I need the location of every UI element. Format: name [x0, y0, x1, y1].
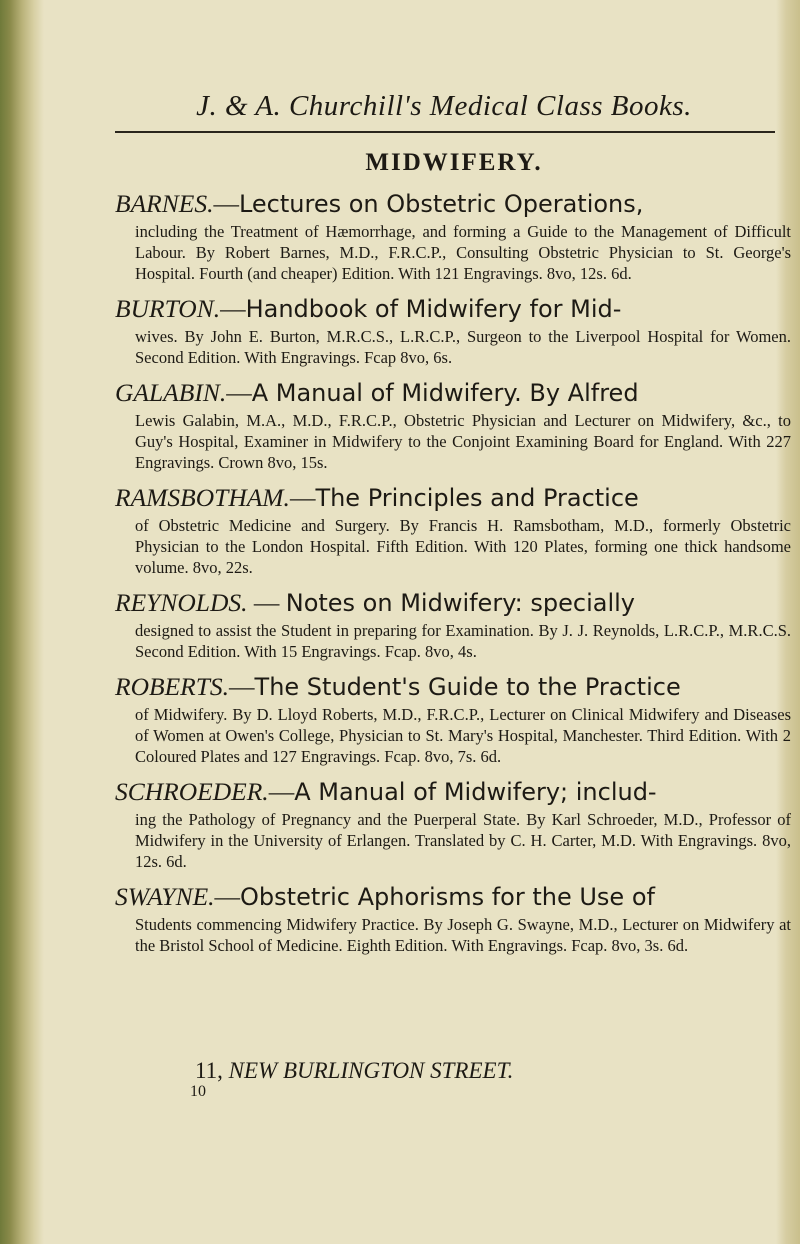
entry-heading: [115, 670, 793, 704]
entry-author: GALABIN.: [115, 378, 227, 407]
section-title: MIDWIFERY.: [365, 149, 543, 176]
header-rule: [115, 131, 775, 133]
page-binding-edge: [0, 0, 44, 1244]
entry-heading: [115, 187, 793, 221]
entry-heading: [115, 376, 793, 410]
entry-dash: —: [220, 294, 246, 323]
entry-dash: —: [247, 588, 286, 617]
page-number: 10: [190, 1083, 206, 1100]
entry-title: Obstetric Aphorisms for the Use of: [240, 883, 655, 911]
entry-dash: —: [226, 378, 252, 407]
entry-dash: —: [289, 483, 316, 512]
entry-title: Handbook of Midwifery for Mid-: [245, 295, 622, 323]
entry-title: Lectures on Obstetric Operations,: [238, 190, 644, 218]
entry-description: wives. By John E. Burton, M.R.C.S., L.R.C.P., Surgeon to the Liverpool Hospital for Women. Second Edition. With Engravings. Fcap 8vo, 6s.: [135, 327, 791, 367]
book-entry: [115, 586, 793, 662]
catalog-page: [115, 90, 793, 964]
book-entry: [115, 376, 793, 473]
book-entry: [115, 187, 793, 284]
publisher-address: [195, 1058, 513, 1084]
entry-author: RAMSBOTHAM.: [115, 483, 290, 512]
entry-heading: [115, 292, 793, 326]
book-entry: [115, 775, 793, 872]
book-entry: [115, 880, 793, 956]
entry-heading: [115, 586, 793, 620]
entry-description: of Obstetric Medicine and Surgery. By Francis H. Ramsbotham, M.D., formerly Obstetric Physician to the London Hospital. Fifth Edition. With 120 Plates, forming one thick handsome volume. 8vo, 22s.: [135, 516, 791, 577]
entry-dash: —: [213, 189, 239, 218]
entry-description: Lewis Galabin, M.A., M.D., F.R.C.P., Obstetric Physician and Lecturer on Midwifery, &c., to Guy's Hospital, Examiner in Midwifery to the Conjoint Examining Board for England. With 227 Engravings. Crown 8vo, 15s.: [135, 411, 791, 472]
entry-author: BURTON.: [115, 294, 221, 323]
entry-dash: —: [229, 672, 255, 701]
entry-heading: [115, 775, 793, 809]
address-number: 11,: [195, 1058, 223, 1083]
book-entry: [115, 481, 793, 578]
entry-heading: [115, 880, 793, 914]
entry-title: The Principles and Practice: [315, 484, 639, 512]
page-header: J. & A. Churchill's Medical Class Books.: [196, 90, 692, 122]
entry-description: ing the Pathology of Pregnancy and the Puerperal State. By Karl Schroeder, M.D., Professor of Midwifery in the University of Erlangen. Translated by C. H. Carter, M.D. With Engravings. 8vo, 12s. 6d.: [135, 810, 791, 871]
entry-title: A Manual of Midwifery; includ-: [294, 778, 657, 806]
entry-author: SWAYNE.: [115, 882, 215, 911]
entry-title: A Manual of Midwifery. By Alfred: [251, 379, 639, 407]
book-entry: [115, 292, 793, 368]
book-entry: [115, 670, 793, 767]
entry-description: designed to assist the Student in preparing for Examination. By J. J. Reynolds, L.R.C.P., M.R.C.S. Second Edition. With 15 Engravings. Fcap. 8vo, 4s.: [135, 621, 791, 661]
entry-title: The Student's Guide to the Practice: [254, 673, 681, 701]
entry-dash: —: [268, 777, 295, 806]
entry-author: REYNOLDS.: [115, 588, 248, 617]
book-entries: [115, 187, 793, 956]
entry-description: including the Treatment of Hæmorrhage, and forming a Guide to the Management of Difficult Labour. By Robert Barnes, M.D., F.R.C.P., Consulting Obstetric Physician to St. George's Hospital. Fourth (and cheaper) Edition. With 121 Engravings. 8vo, 12s. 6d.: [135, 222, 791, 283]
entry-description: Students commencing Midwifery Practice. By Joseph G. Swayne, M.D., Lecturer on Midwifery at the Bristol School of Medicine. Eighth Edition. With Engravings. Fcap. 8vo, 3s. 6d.: [135, 915, 791, 955]
entry-author: BARNES.: [115, 189, 214, 218]
address-street: NEW BURLINGTON STREET.: [228, 1058, 514, 1083]
entry-title: Notes on Midwifery: specially: [285, 589, 635, 617]
entry-heading: [115, 481, 793, 515]
entry-author: ROBERTS.: [115, 672, 230, 701]
entry-author: SCHROEDER.: [115, 777, 269, 806]
entry-dash: —: [214, 882, 241, 911]
entry-description: of Midwifery. By D. Lloyd Roberts, M.D., F.R.C.P., Lecturer on Clinical Midwifery and Diseases of Women at Owen's College, Physician to St. Mary's Hospital, Manchester. Third Edition. With 2 Coloured Plates and 127 Engravings. Fcap. 8vo, 7s. 6d.: [135, 705, 791, 766]
